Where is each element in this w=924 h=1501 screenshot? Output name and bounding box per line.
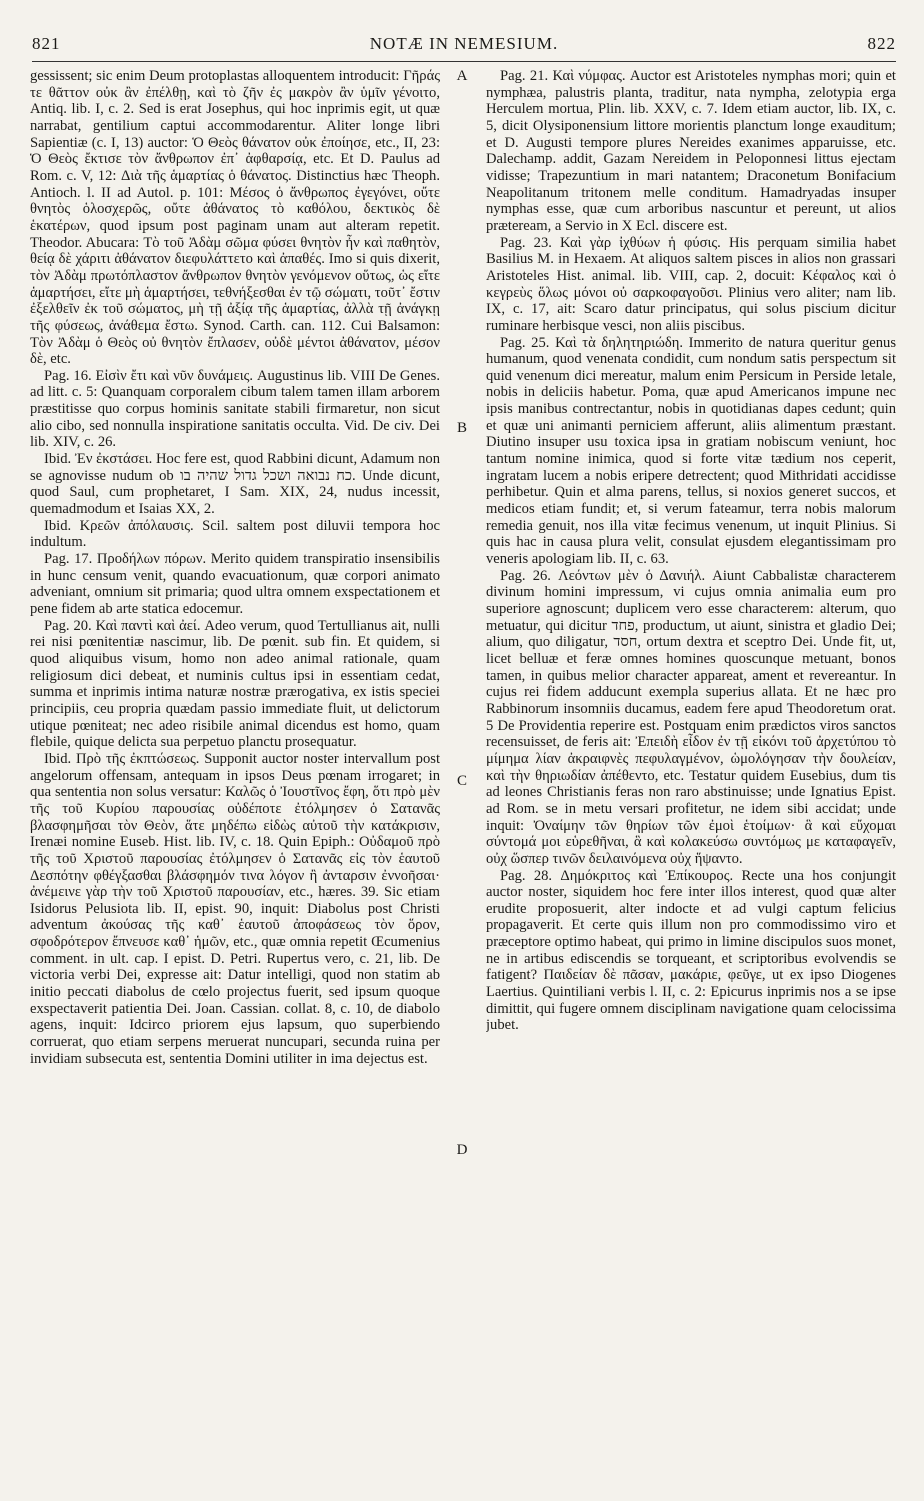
paragraph: Pag. 17. Προδήλων πόρων. Merito quidem transpiratio insensibilis in hunc censum venit, quando evacuationum, quæ corpori animato adveniant, omnium sit primaria; quod ultra omnem exspectationem et pene fidem ab arte statica edocemur. xyxy=(30,551,440,617)
margin-letter-a: A xyxy=(456,68,468,84)
margin-letter-b: B xyxy=(456,420,467,436)
paragraph: Pag. 28. Δημόκριτος καὶ Ἐπίκουρος. Recte una hos conjungit auctor noster, siquidem hoc fere inter illos interest, quod quæ alter erudite proposuerit, alter indocte et ad vulgi captum felicius propagaverit. Et certe quis illum non pro commodissimo viro et præceptore optimo habeat, qui primo in limine discipulos suos monet, ne in artibus ediscendis se torqueant, et scriptoribus evolvendis se fatigent? Παιδείαν δὲ πᾶσαν, μακάριε, φεῦγε, ut ex ipso Diogenes Laertius. Quintiliani verbis l. II, c. 2: Epicurus inprimis nos a se ipse dimittit, qui fugere omnem disciplinam navigatione quam celocissima jubet. xyxy=(486,867,896,1034)
header-rule xyxy=(32,61,896,62)
paragraph: Ibid. Ἐν ἐκστάσει. Hoc fere est, quod Rabbini dicunt, Adamum non se agnovisse nudum ob כח נבואה ושכל גדול שהיה בו. Unde dicunt, quod Saul, cum prophetaret, I Sam. XIX, 24, nudus incessit, quemadmodum et Isaias XX, 2. xyxy=(30,451,440,518)
right-column xyxy=(486,68,896,1486)
paragraph: Pag. 16. Εἰσὶν ἔτι καὶ νῦν δυνάμεις. Augustinus lib. VIII De Genes. ad litt. c. 5: Quanquam corporalem cibum talem tamen illam arborem præstitisse quo corpus hominis sanitate stabili firmaretur, non sicut alio cibo, sed nonnulla inspiratione sanitatis occulta. Vid. De civ. Dei lib. XIV, c. 26. xyxy=(30,367,440,451)
paragraph: Pag. 25. Καὶ τὰ δηλητηριώδη. Immerito de natura queritur genus humanum, quod venenata condidit, cum nondum satis perspectum sit quid venenum dici mereatur, malum enim Persicum in Perside letale, nobis in deliciis habetur. Poma, quæ apud Americanos impune nec ipsis manibus contrectantur, nobis in quotidianas dapes cedunt; quin et quæ uni animanti perniciem afferunt, aliis alimentum præstant. Diutino insuper usu toxica ipsa in gratiam nobiscum veniunt, hoc tantum nomine inimica, quod si forte vitæ tædium nos ceperit, ingratam lucem a nobis eripere detrectent; quod Mithridati accidisse perhibetur. Quin et alma parens, tellus, si noxios generet succos, et medicos etiam fundit; et, si verum fateamur, terra nobis malorum remedia genuit, nos illa vitæ fecimus venenum, ut inquit Plinius. Si quis hac in causa plura velit, consulat ejusdem elegantissimam pro veneris apologiam lib. II, c. 63. xyxy=(486,334,896,568)
paragraph: Ibid. Πρὸ τῆς ἐκπτώσεως. Supponit auctor noster intervallum post angelorum offensam, antequam in ipsos Deus pœnam irrogaret; in qua sententia non solus versatur: Καλῶς ὁ Ἰουστῖνος ἔφη, ὅτι πρὸ μὲν τῆς τοῦ Κυρίου παρουσίας οὐδέποτε ἐτόλμησεν ὁ Σατανᾶς βλασφημῆσαι τὸν Θεὸν, ἅτε μηδέπω εἰδὼς αὐτοῦ τὴν κατάκρισιν, Irenæi nomine Euseb. Hist. lib. IV, c. 18. Quin Epiph.: Οὐδαμοῦ πρὸ τῆς τοῦ Χριστοῦ παρουσίας ἐτόλμησεν ὁ Σατανᾶς εἰς τὸν ἑαυτοῦ Δεσπότην φθέγξασθαι βλάσφημόν τινα λόγον ἢ ἀνταρσιν ἐννοῆσαι· ἀνέμεινε γὰρ τὴν τοῦ Χριστοῦ παρουσίαν, etc., hæres. 39. Sic etiam Isidorus Pelusiota lib. II, epist. 90, inquit: Diabolus post Christi adventum ἀκούσας τῆς καθ᾽ ἑαυτοῦ ἀποφάσεως τὸν ὅρον, σφοδρότερον ἔπνευσε καθ᾽ ἡμῶν, etc., quæ omnia repetit Œcumenius comment. in ult. cap. I epist. D. Petri. Rupertus vero, c. 21, lib. De victoria verbi Dei, expresse ait: Datur intelligi, quod non statim ab initio peccati diabolus de cœlo projectus fuerit, sed ipsum quoque exspectaverit patientia Dei. Joan. Cassian. collat. 8, c. 10, de diabolo agens, inquit: Idcirco priorem ejus lapsum, quo superbiendo corruerat, quo etiam serpens meruerat nuncupari, secunda ruina per invidiam subsecuta est, sententia Domini utiliter in ima dejectus est. xyxy=(30,750,440,1067)
left-column xyxy=(30,68,440,1486)
page-number-left: 821 xyxy=(32,34,61,53)
margin-letter-d: D xyxy=(456,1142,468,1158)
paragraph: gessissent; sic enim Deum protoplastas alloquentem introducit: Γῆράς τε θᾶττον οὐκ ἂν ἐπέλθῃ, καὶ τὸ ζῆν ἐς μακρὸν ἂν ὑμῖν γένοιτο, Antiq. lib. I, c. 2. Sed is erat Josephus, qui hoc inprimis egit, ut quæ narrabat, gentilium captui accommodarentur. Aliter longe libri Sapientiæ (c. I, 13) auctor: Ὁ Θεὸς θάνατον οὐκ ἐποίησε, etc., II, 23: Ὁ Θεὸς ἔκτισε τὸν ἄνθρωπον ἐπ᾽ ἀφθαρσίᾳ, etc. Et D. Paulus ad Rom. c. V, 12: Διὰ τῆς ἁμαρτίας ὁ θάνατος. Distinctius hæc Theoph. Antioch. l. II ad Autol. p. 101: Μέσος ὁ ἄνθρωπος ἐγεγόνει, οὔτε θνητὸς ὁλοσχερῶς, οὔτε ἀθάνατος τὸ καθόλου, δεκτικὸς δὲ ἑκατέρων, quod ipsum post paginam unam aut alteram repetit. Theodor. Abucara: Τὸ τοῦ Ἀδὰμ σῶμα φύσει θνητὸν ἦν καὶ παθητὸν, θείᾳ δὲ χάριτι ἀθάνατον διεφυλάττετο καὶ ἀπαθές. Imo si quis dixerit, τὸν Ἀδὰμ πρωτόπλαστον ἄνθρωπον θνητὸν γενόμενον οὕτως, ὡς εἴτε ἁμαρτήσει, εἴτε μὴ ἁμαρτήσει, τεθνήξεσθαι ἐν τῷ σώματι, τοῦτ᾽ ἔστιν ἐξελθεῖν ἐκ τοῦ σώματος, μὴ τῇ ἀξίᾳ τῆς ἁμαρτίας, ἀλλὰ τῇ ἀνάγκῃ τῆς φύσεως, ἀνάθεμα ἔστω. Synod. Carth. can. 112. Cui Balsamon: Τὸν Ἀδὰμ ὁ Θεὸς οὐ θνητὸν ἔπλασεν, οὐδὲ μέντοι ἀθάνατον, μέσον δὲ, etc. xyxy=(30,68,440,368)
paragraph: Pag. 20. Καὶ παντὶ καὶ ἀεί. Adeo verum, quod Tertullianus ait, nulli rei nisi pœnitentiæ nascimur, lib. De pœnit. sub fin. Et quidem, si quod aliquibus visum, homo non adeo animal rationale, quam religiosum dici debeat, et numinis cultus ipsi in essentiam cedat, summa et inprimis intima naturæ nostræ prærogativa, ex istis speciei principiis, ceu propria quædam passio immediate fluit, ut delictorum utique pœniteat; nec adeo risibile animal dicendus est homo, quam flebile, quique delicta sua perpetuo planctu prosequatur. xyxy=(30,617,440,751)
paragraph: Pag. 26. Λεόντων μὲν ὁ Δανιήλ. Aiunt Cabbalistæ characterem divinum homini impressum, vi cujus omnia animalia eum pro superiore agnoscunt; duplicem vero esse characterem: alterum, quo metuatur, qui dicitur פחד, productum, ut aiunt, sinistra et gladio Dei; alium, quo diligatur, חסד, ortum dextra et sceptro Dei. Unde fit, ut, licet belluæ et feræ omnes homines quoscunque metuant, bonos tamen, in quibus melior character appareat, ament et revereantur. In cujus rei fidem adducunt exempla superius allata. Et ne hæc pro Rabbinorum insomniis ducamus, eadem fere apud Theodoretum orat. 5 De Providentia reperire est. Postquam enim prædictos viros sanctos recensuisset, de feris ait: Ἐπειδὴ εἶδον ἐν τῇ εἰκόνι τοῦ ἀρχετύπου τὸ μίμημα λίαν ἀκραιφνὲς πεφυλαγμένον, ὡμολόγησαν τὴν δουλείαν, καὶ τὴν θηριωδίαν ἀπέθεντο, etc. Testatur quidem Eusebius, dum tis ad leones Christianis feras non raro abstinuisse; unde Ignatius Epist. ad Rom. se in metu versari profitetur, ne idem sibi accidat; unde inquit: Ὀναίμην τῶν θηρίων τῶν ἐμοὶ ἑτοίμων· ἃ καὶ εὔχομαι σύντομά μοι εὑρεθῆναι, ἃ καὶ κολακεύσω συντόμως με καταφαγεῖν, οὐχ ὥσπερ τινῶν δειλαινόμενα οὐχ ἥψαντο. xyxy=(486,567,896,867)
paragraph: Pag. 21. Καὶ νύμφας. Auctor est Aristoteles nymphas mori; quin et nymphæa, palustris planta, traditur, nata nympha, zelotypia erga Herculem mortua, Plin. lib. XXV, c. 7. Idem etiam auctor, lib. IX, c. 5, dicit Olysiponensium littore morientis planctum longe exauditum; et D. Augusti tempore plures Nereides exanimes apparuisse, etc. Dalechamp. addit, Gazam Nereidem in Peloponnesi littus ejectam vidisse; Trapezuntium in mari natantem; Draconetum Bonifacium Neapolitanum tritonem melle conditum. Hamadryadas insuper nymphas esse, quæ cum arboribus nascuntur et pereunt, ut alios præteream, a Servio in X Ecl. discere est. xyxy=(486,68,896,234)
page-number-right: 822 xyxy=(867,34,896,53)
running-title: NOTÆ IN NEMESIUM. xyxy=(369,34,559,53)
margin-letter-c: C xyxy=(456,773,467,789)
running-header xyxy=(32,34,896,58)
paragraph: Ibid. Κρεῶν ἀπόλαυσις. Scil. saltem post diluvii tempora hoc indultum. xyxy=(30,517,440,551)
paragraph: Pag. 23. Καὶ γὰρ ἰχθύων ἡ φύσις. His perquam similia habet Basilius M. in Hexaem. At aliquos saltem pisces in alios non grassari Aristoteles Hist. animal. lib. VIII, cap. 2, docuit: Κέφαλος καὶ ὁ κεγρεὺς ὅλως μόνοι οὐ σαρκοφαγοῦσι. Plinius vero aliter; nam lib. IX, c. 17, ait: Scaro datur principatus, qui solus piscium dicitur ruminare herbisque vesci, non aliis piscibus. xyxy=(486,234,896,334)
